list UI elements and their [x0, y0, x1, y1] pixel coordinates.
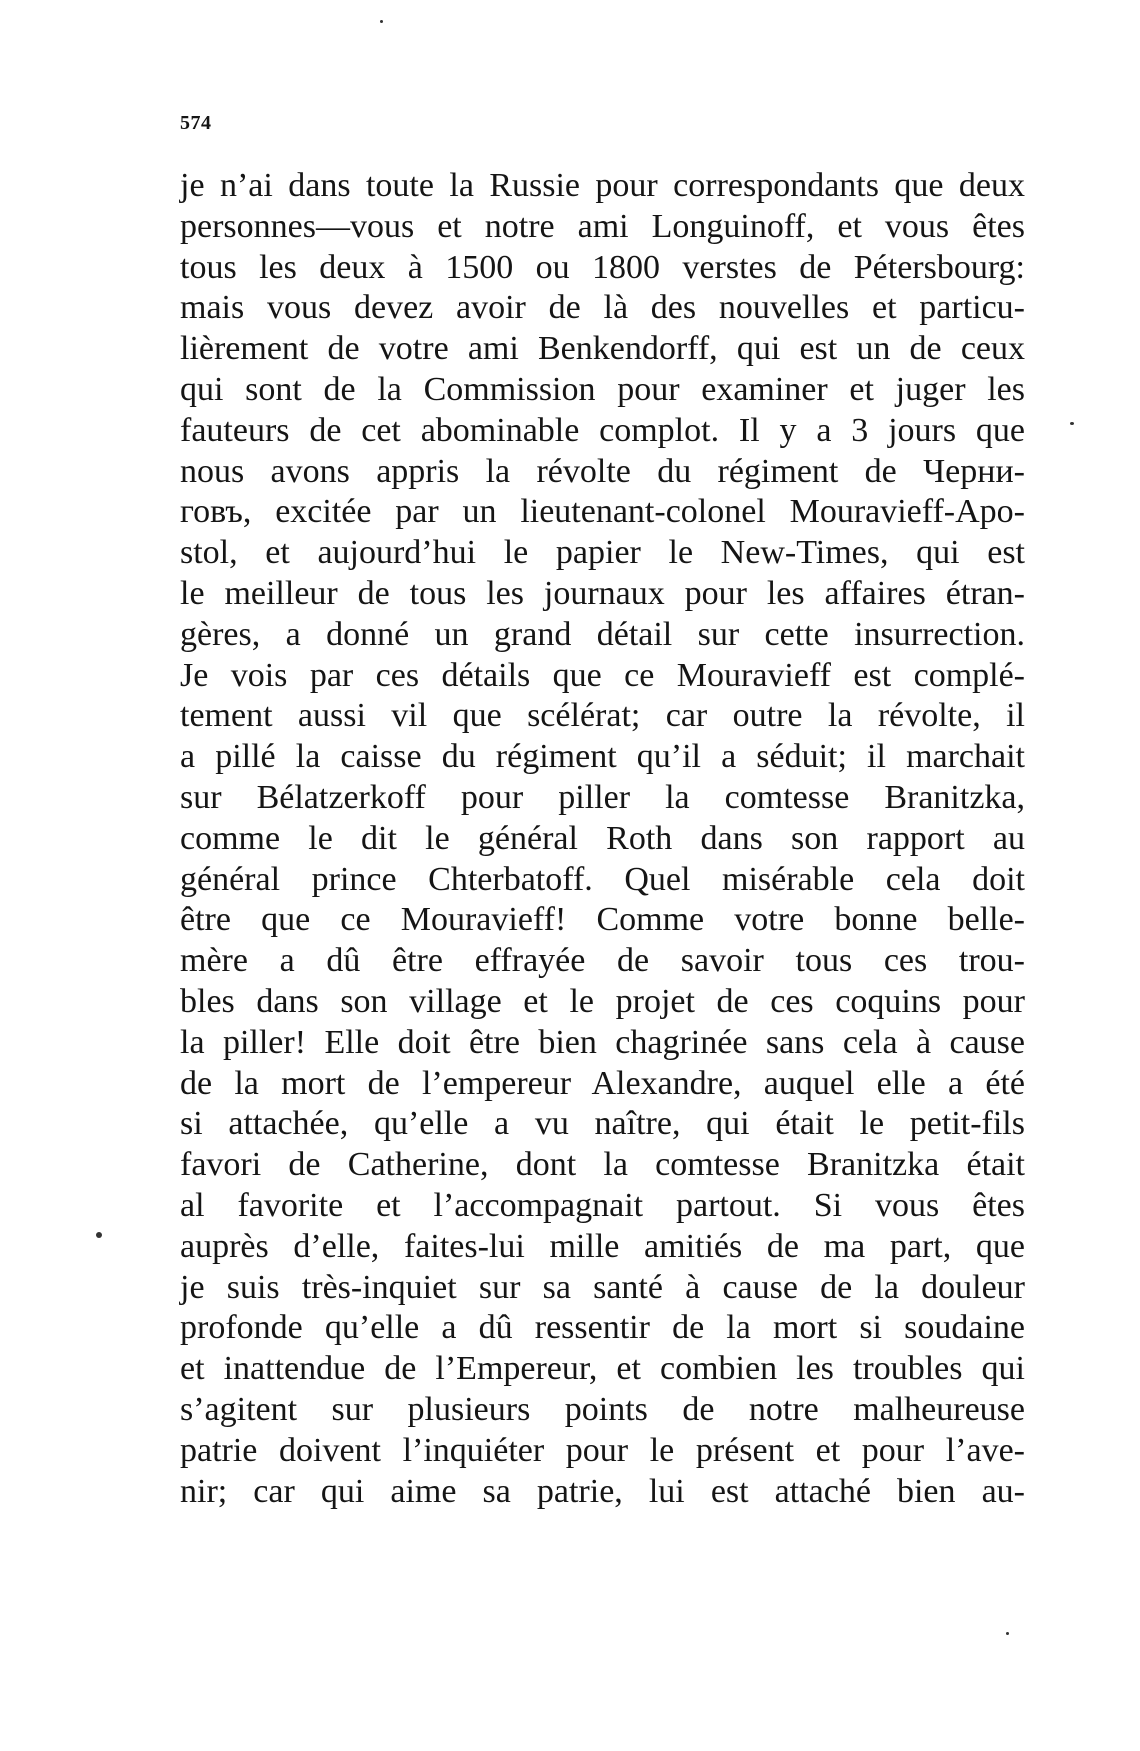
text-line: mère a dû être effrayée de savoir tous ces trou-: [180, 942, 1025, 980]
text-line: s’agitent sur plusieurs points de notre malheureuse: [180, 1390, 1025, 1428]
text-line: le meilleur de tous les journaux pour les affaires étran-: [180, 574, 1025, 612]
text-line: bles dans son village et le projet de ces coquins pour: [180, 982, 1025, 1020]
text-line: fauteurs de cet abominable complot. Il y a 3 jours que: [180, 411, 1025, 449]
text-line: patrie doivent l’inquiéter pour le présent et pour l’ave-: [180, 1431, 1025, 1469]
text-line: profonde qu’elle a dû ressentir de la mort si soudaine: [180, 1309, 1025, 1347]
text-line: tement aussi vil que scélérat; car outre la révolte, il: [180, 697, 1025, 735]
text-line: favori de Catherine, dont la comtesse Branitzka était: [180, 1146, 1025, 1184]
text-line: qui sont de la Commission pour examiner et juger les: [180, 370, 1025, 408]
text-line: être que ce Mouravieff! Comme votre bonne belle-: [180, 901, 1025, 939]
scan-speck: [1006, 1632, 1009, 1635]
body-text: [180, 166, 1025, 1512]
text-line: et inattendue de l’Empereur, et combien les troubles qui: [180, 1350, 1025, 1388]
text-line: mais vous devez avoir de là des nouvelles et particu-: [180, 289, 1025, 327]
text-line: sur Bélatzerkoff pour piller la comtesse Branitzka,: [180, 778, 1025, 816]
scan-speck: [380, 20, 383, 23]
text-line: je n’ai dans toute la Russie pour correspondants que deux: [180, 167, 1025, 204]
text-line: si attachée, qu’elle a vu naître, qui était le petit-fils: [180, 1105, 1025, 1143]
text-line: lièrement de votre ami Benkendorff, qui est un de ceux: [180, 330, 1025, 368]
text-line: tous les deux à 1500 ou 1800 verstes de Pétersbourg:: [180, 248, 1025, 286]
text-line: de la mort de l’empereur Alexandre, auquel elle a été: [180, 1064, 1025, 1102]
text-line: la piller! Elle doit être bien chagrinée sans cela à cause: [180, 1023, 1025, 1061]
text-line: gères, a donné un grand détail sur cette insurrection.: [180, 615, 1025, 653]
text-line: comme le dit le général Roth dans son rapport au: [180, 819, 1025, 857]
text-line: général prince Chterbatoff. Quel misérable cela doit: [180, 860, 1025, 898]
text-line: auprès d’elle, faites-lui mille amitiés de ma part, que: [180, 1227, 1025, 1265]
text-line: stol, et aujourd’hui le papier le New-Times, qui est: [180, 534, 1025, 572]
text-line: je suis très-inquiet sur sa santé à cause de la douleur: [180, 1268, 1025, 1306]
text-line: personnes—vous et notre ami Longuinoff, et vous êtes: [180, 207, 1025, 245]
text-line: a pillé la caisse du régiment qu’il a séduit; il marchait: [180, 738, 1025, 776]
text-line: nous avons appris la révolte du régiment de Черни-: [180, 452, 1025, 490]
scan-speck: [1070, 422, 1074, 425]
scan-speck: [96, 1232, 102, 1238]
text-line: nir; car qui aime sa patrie, lui est attaché bien au-: [180, 1472, 1025, 1510]
text-line: Je vois par ces détails que ce Mouravieff est complé-: [180, 656, 1025, 694]
page-number: 574: [180, 112, 212, 134]
text-line: al favorite et l’accompagnait partout. Si vous êtes: [180, 1186, 1025, 1224]
text-line: говъ, excitée par un lieutenant-colonel Mouravieff-Apo-: [180, 493, 1025, 531]
